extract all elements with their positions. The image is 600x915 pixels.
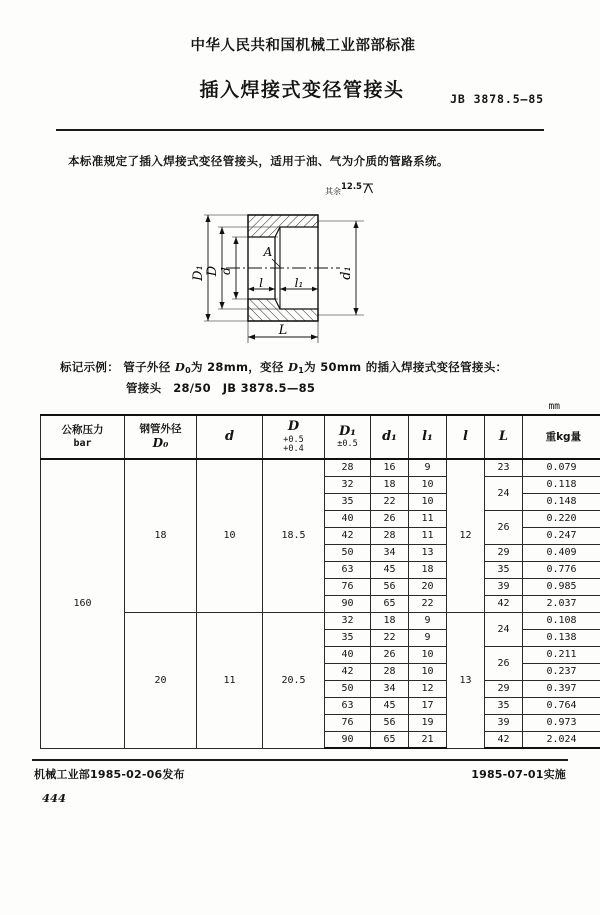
cell-d1: 65: [371, 731, 409, 748]
cell-L: 42: [485, 731, 523, 748]
unit-note: mm: [0, 401, 600, 412]
cell-L: 39: [485, 714, 523, 731]
cell-d1: 28: [371, 663, 409, 680]
cell-L: 26: [485, 510, 523, 544]
table-row: [41, 459, 600, 476]
cell-l1: 19: [409, 714, 447, 731]
fitting-cross-section-svg: [168, 201, 432, 351]
cell-L: 35: [485, 561, 523, 578]
cell-l1: 9: [409, 459, 447, 476]
cell-L: 29: [485, 680, 523, 697]
page-title: 插入焊接式变径管接头: [0, 75, 600, 102]
col-l: l: [447, 415, 485, 459]
cell-L: 24: [485, 612, 523, 646]
marking-sym-D1: D: [288, 360, 298, 374]
cell-D1: 50: [325, 680, 371, 697]
cell-weight: 0.397: [523, 680, 600, 697]
cell-d: 10: [197, 459, 263, 612]
cell-l1: 10: [409, 646, 447, 663]
label-l1: l₁: [295, 276, 304, 290]
roughness-value: 12.5: [341, 182, 362, 192]
document-page: [0, 34, 600, 915]
label-d1: d₁: [339, 266, 354, 280]
table-row: [41, 612, 600, 629]
cell-L: 26: [485, 646, 523, 680]
cell-weight: 0.148: [523, 493, 600, 510]
cell-L: 23: [485, 459, 523, 476]
col-pressure-label: 公称压力: [62, 424, 104, 436]
cell-D: 18.5: [263, 459, 325, 612]
col-D1-symbol: D₁: [339, 424, 356, 439]
cell-D1: 32: [325, 612, 371, 629]
cell-l1: 17: [409, 697, 447, 714]
col-weight-label: 重kg量: [546, 431, 582, 443]
scope-paragraph: 本标准规定了插入焊接式变径管接头，适用于油、气为介质的管路系统。: [0, 153, 600, 169]
cell-D: 20.5: [263, 612, 325, 748]
cell-L: 24: [485, 476, 523, 510]
label-L: L: [278, 323, 288, 338]
cell-weight: 0.108: [523, 612, 600, 629]
cell-l1: 22: [409, 595, 447, 612]
marking-label: 标记示例：: [60, 360, 119, 374]
marking-text-c: 为 50mm 的插入焊接式变径管接头：: [304, 360, 507, 374]
cell-l1: 18: [409, 561, 447, 578]
cell-d1: 26: [371, 510, 409, 527]
table-body: [41, 459, 600, 748]
cell-D1: 90: [325, 595, 371, 612]
cell-l1: 21: [409, 731, 447, 748]
cell-weight: 0.211: [523, 646, 600, 663]
cell-l1: 20: [409, 578, 447, 595]
cell-D1: 35: [325, 493, 371, 510]
cell-l1: 9: [409, 612, 447, 629]
cell-weight: 0.079: [523, 459, 600, 476]
col-pipe-od-symbol: D₀: [153, 436, 169, 450]
cell-d1: 22: [371, 629, 409, 646]
label-A: A: [263, 245, 273, 259]
col-D-tol-upper: +0.5: [263, 436, 324, 446]
cell-d1: 34: [371, 680, 409, 697]
specification-table: [40, 414, 600, 749]
cell-d1: 65: [371, 595, 409, 612]
cell-D1: 42: [325, 527, 371, 544]
cell-l1: 10: [409, 476, 447, 493]
cell-weight: 0.138: [523, 629, 600, 646]
cell-weight: 0.764: [523, 697, 600, 714]
col-weight: [523, 415, 600, 459]
cell-D1: 63: [325, 697, 371, 714]
standard-number: JB 3878.5—85: [450, 92, 544, 106]
col-pipe-od-label: 钢管外径: [140, 423, 182, 435]
cell-d1: 45: [371, 697, 409, 714]
cell-weight: 2.024: [523, 731, 600, 748]
label-D: D: [205, 265, 220, 277]
marking-text-b: 为 28mm，变径: [191, 360, 288, 374]
label-l: l: [259, 276, 263, 290]
cell-d1: 18: [371, 612, 409, 629]
table-header-row: [41, 415, 600, 459]
cell-d1: 45: [371, 561, 409, 578]
page-number: 444: [0, 791, 600, 805]
cell-D1: 28: [325, 459, 371, 476]
cell-pressure: 160: [41, 459, 125, 748]
cell-weight: 0.985: [523, 578, 600, 595]
footer-divider: [32, 759, 568, 761]
cell-l1: 10: [409, 663, 447, 680]
cell-D1: 40: [325, 646, 371, 663]
roughness-label: 其余: [325, 187, 341, 196]
cell-pipe-od: 20: [125, 612, 197, 748]
marking-example: [0, 357, 600, 398]
cell-weight: 0.118: [523, 476, 600, 493]
marking-sub-1: 1: [298, 366, 304, 375]
cell-d1: 16: [371, 459, 409, 476]
cell-l: 12: [447, 459, 485, 612]
cell-d1: 34: [371, 544, 409, 561]
col-D: [263, 415, 325, 459]
cell-d: 11: [197, 612, 263, 748]
cell-L: 29: [485, 544, 523, 561]
cell-D1: 63: [325, 561, 371, 578]
marking-sym-D0: D: [175, 360, 185, 374]
cell-l1: 11: [409, 527, 447, 544]
cell-d1: 56: [371, 578, 409, 595]
cell-D1: 76: [325, 578, 371, 595]
col-D1: [325, 415, 371, 459]
cell-l1: 12: [409, 680, 447, 697]
cell-l1: 9: [409, 629, 447, 646]
footer: [0, 766, 600, 782]
col-L: L: [485, 415, 523, 459]
cell-L: 39: [485, 578, 523, 595]
cell-D1: 32: [325, 476, 371, 493]
cell-D1: 42: [325, 663, 371, 680]
cell-D1: 50: [325, 544, 371, 561]
label-D1: D₁: [191, 265, 206, 282]
cell-L: 35: [485, 697, 523, 714]
label-d: d: [219, 267, 233, 275]
cell-L: 42: [485, 595, 523, 612]
cell-l1: 13: [409, 544, 447, 561]
cell-l1: 11: [409, 510, 447, 527]
col-d1: d₁: [371, 415, 409, 459]
cell-d1: 28: [371, 527, 409, 544]
cell-weight: 0.409: [523, 544, 600, 561]
header-divider: [56, 129, 544, 131]
cell-D1: 90: [325, 731, 371, 748]
cell-weight: 0.776: [523, 561, 600, 578]
marking-text-a: 管子外径: [123, 360, 175, 374]
col-D-tol-lower: +0.4: [263, 445, 324, 455]
col-pressure-unit: bar: [73, 438, 91, 449]
cell-weight: 2.037: [523, 595, 600, 612]
publish-date: 机械工业部1985-02-06发布: [34, 766, 185, 782]
col-l1: l₁: [409, 415, 447, 459]
cell-d1: 18: [371, 476, 409, 493]
cell-l: 13: [447, 612, 485, 748]
cell-d1: 26: [371, 646, 409, 663]
cell-weight: 0.247: [523, 527, 600, 544]
col-D-symbol: D: [288, 419, 299, 434]
marking-designation: 管接头 28/50 JB 3878.5—85: [60, 378, 600, 398]
cell-D1: 76: [325, 714, 371, 731]
marking-sub-0: 0: [185, 366, 191, 375]
col-D1-tol: ±0.5: [325, 440, 370, 450]
issuer-line: 中华人民共和国机械工业部部标准: [0, 34, 600, 55]
cell-l1: 10: [409, 493, 447, 510]
cell-weight: 0.237: [523, 663, 600, 680]
cell-D1: 35: [325, 629, 371, 646]
roughness-triangle-icon: [362, 181, 375, 195]
cell-d1: 22: [371, 493, 409, 510]
cell-D1: 40: [325, 510, 371, 527]
technical-drawing: [0, 201, 600, 351]
cell-weight: 0.220: [523, 510, 600, 527]
col-pipe-od: [125, 415, 197, 459]
cell-pipe-od: 18: [125, 459, 197, 612]
cell-weight: 0.973: [523, 714, 600, 731]
surface-roughness-note: [0, 181, 600, 197]
cell-d1: 56: [371, 714, 409, 731]
col-d: d: [197, 415, 263, 459]
effective-date: 1985-07-01实施: [471, 766, 566, 782]
col-pressure: [41, 415, 125, 459]
